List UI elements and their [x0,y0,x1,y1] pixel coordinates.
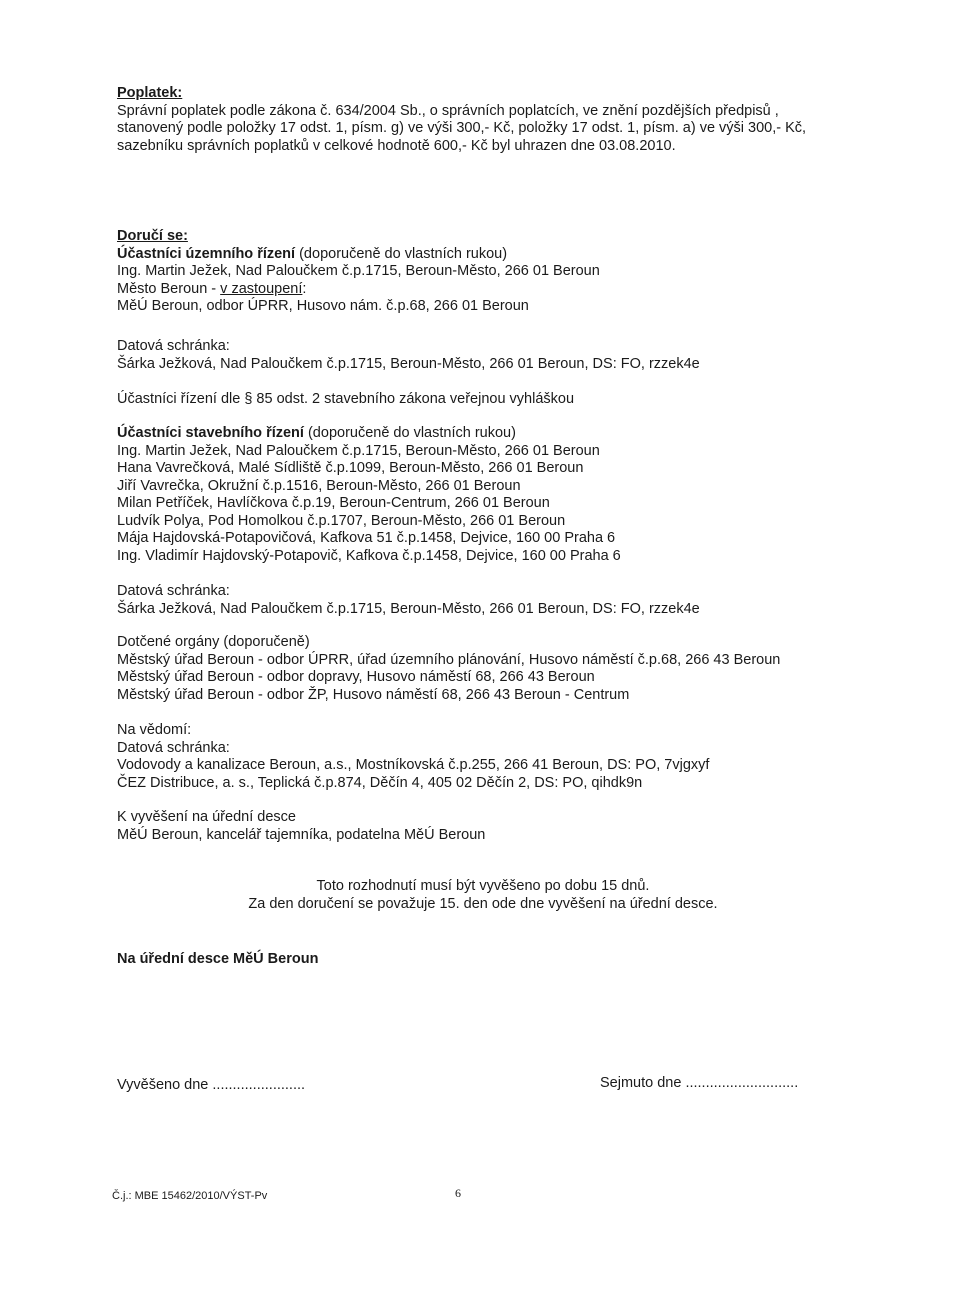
information-line: ČEZ Distribuce, a. s., Teplická č.p.874, Děčín 4, 405 02 Děčín 2, DS: PO, qihdk9n [117,774,643,791]
participant-line: Ludvík Polya, Pod Homolkou č.p.1707, Beroun-Město, 266 01 Beroun [117,512,566,529]
notice-line: Za den doručení se považuje 15. den ode dne vyvěšení na úřední desce. [248,895,718,912]
fee-section [117,85,877,155]
fee-line: sazebníku správních poplatků v celkové hodnotě 600,- Kč byl uhrazen dne 03.08.2010. [117,137,676,154]
official-desk-title: Na úřední desce MěÚ Beroun [117,951,319,967]
authority-line: Městský úřad Beroun - odbor ŽP, Husovo náměstí 68, 266 43 Beroun - Centrum [117,686,630,703]
posting-line: MěÚ Beroun, kancelář tajemníka, podatelna MěÚ Beroun [117,826,486,843]
participant-line: Milan Petříček, Havlíčkova č.p.19, Beroun-Centrum, 266 01 Beroun [117,495,550,511]
posted-date-field: Vyvěšeno dne ....................... [117,1077,306,1093]
participant-line: Ing. Vladimír Hajdovský-Potapovič, Kafkova č.p.1458, Dejvice, 160 00 Praha 6 [117,547,621,564]
for-information-section [117,722,877,792]
fee-line: Správní poplatek podle zákona č. 634/2004 Sb., o správních poplatcích, ve znění pozdějších předpisů , [117,102,779,119]
posting-section [117,809,877,844]
data-box-label: Datová schránka: [117,583,230,599]
data-box-block-2 [117,583,877,618]
data-box-block [117,338,877,373]
recipient-line: Město Beroun - v zastoupení: [117,280,307,297]
fee-line: stanovený podle položky 17 odst. 1, písm. g) ve výši 300,- Kč, položky 17 odst. 1, písm. a) ve výši 300,- Kč, [117,120,807,136]
posting-heading: K vyvěšení na úřední desce [117,809,296,825]
information-line: Vodovody a kanalizace Beroun, a.s., Mostníkovská č.p.255, 266 41 Beroun, DS: PO, 7vjgxyf [117,757,710,773]
recipient-line: Ing. Martin Ježek, Nad Paloučkem č.p.1715, Beroun-Město, 266 01 Beroun [117,263,600,279]
notice-block [100,878,866,913]
fee-heading: Poplatek: [117,85,183,101]
participant-line: Mája Hajdovská-Potapovičová, Kafkova 51 č.p.1458, Dejvice, 160 00 Praha 6 [117,530,616,546]
data-box-recipient: Šárka Ježková, Nad Paloučkem č.p.1715, Beroun-Město, 266 01 Beroun, DS: FO, rzzek4e [117,355,700,372]
notice-line: Toto rozhodnutí musí být vyvěšeno po dobu 15 dnů. [316,878,650,894]
participant-line: Jiří Vavrečka, Okružní č.p.1516, Beroun-Město, 266 01 Beroun [117,477,521,494]
public-notice-participants: Účastníci řízení dle § 85 odst. 2 stavebního zákona veřejnou vyhláškou [117,391,575,407]
participant-line: Ing. Martin Ježek, Nad Paloučkem č.p.1715, Beroun-Město, 266 01 Beroun [117,442,600,459]
authority-line: Městský úřad Beroun - odbor dopravy, Husovo náměstí 68, 266 43 Beroun [117,669,595,685]
delivery-section [117,228,877,316]
data-box-label: Datová schránka: [117,739,230,756]
removed-date-field: Sejmuto dne ............................ [600,1075,799,1091]
for-information-heading: Na vědomí: [117,722,192,738]
authorities-section [117,634,877,704]
building-participants-heading: Účastníci stavebního řízení (doporučeně do vlastních rukou) [117,425,516,441]
official-desk-title-block [117,951,877,969]
territorial-participants-heading: Účastníci územního řízení (doporučeně do vlastních rukou) [117,245,508,262]
building-participants-section [117,425,877,565]
participant-line: Hana Vavrečková, Malé Sídliště č.p.1099, Beroun-Město, 266 01 Beroun [117,460,584,476]
reference-number: Č.j.: MBE 15462/2010/VÝST-Pv [112,1190,268,1202]
authority-line: Městský úřad Beroun - odbor ÚPRR, úřad územního plánování, Husovo náměstí č.p.68, 266 43 Beroun [117,651,781,668]
delivery-heading: Doručí se: [117,228,188,244]
data-box-label: Datová schránka: [117,338,230,354]
data-box-recipient: Šárka Ježková, Nad Paloučkem č.p.1715, Beroun-Město, 266 01 Beroun, DS: FO, rzzek4e [117,600,700,617]
page-number: 6 [455,1186,461,1200]
authorities-heading: Dotčené orgány (doporučeně) [117,634,310,650]
recipient-line: MěÚ Beroun, odbor ÚPRR, Husovo nám. č.p.68, 266 01 Beroun [117,298,529,314]
